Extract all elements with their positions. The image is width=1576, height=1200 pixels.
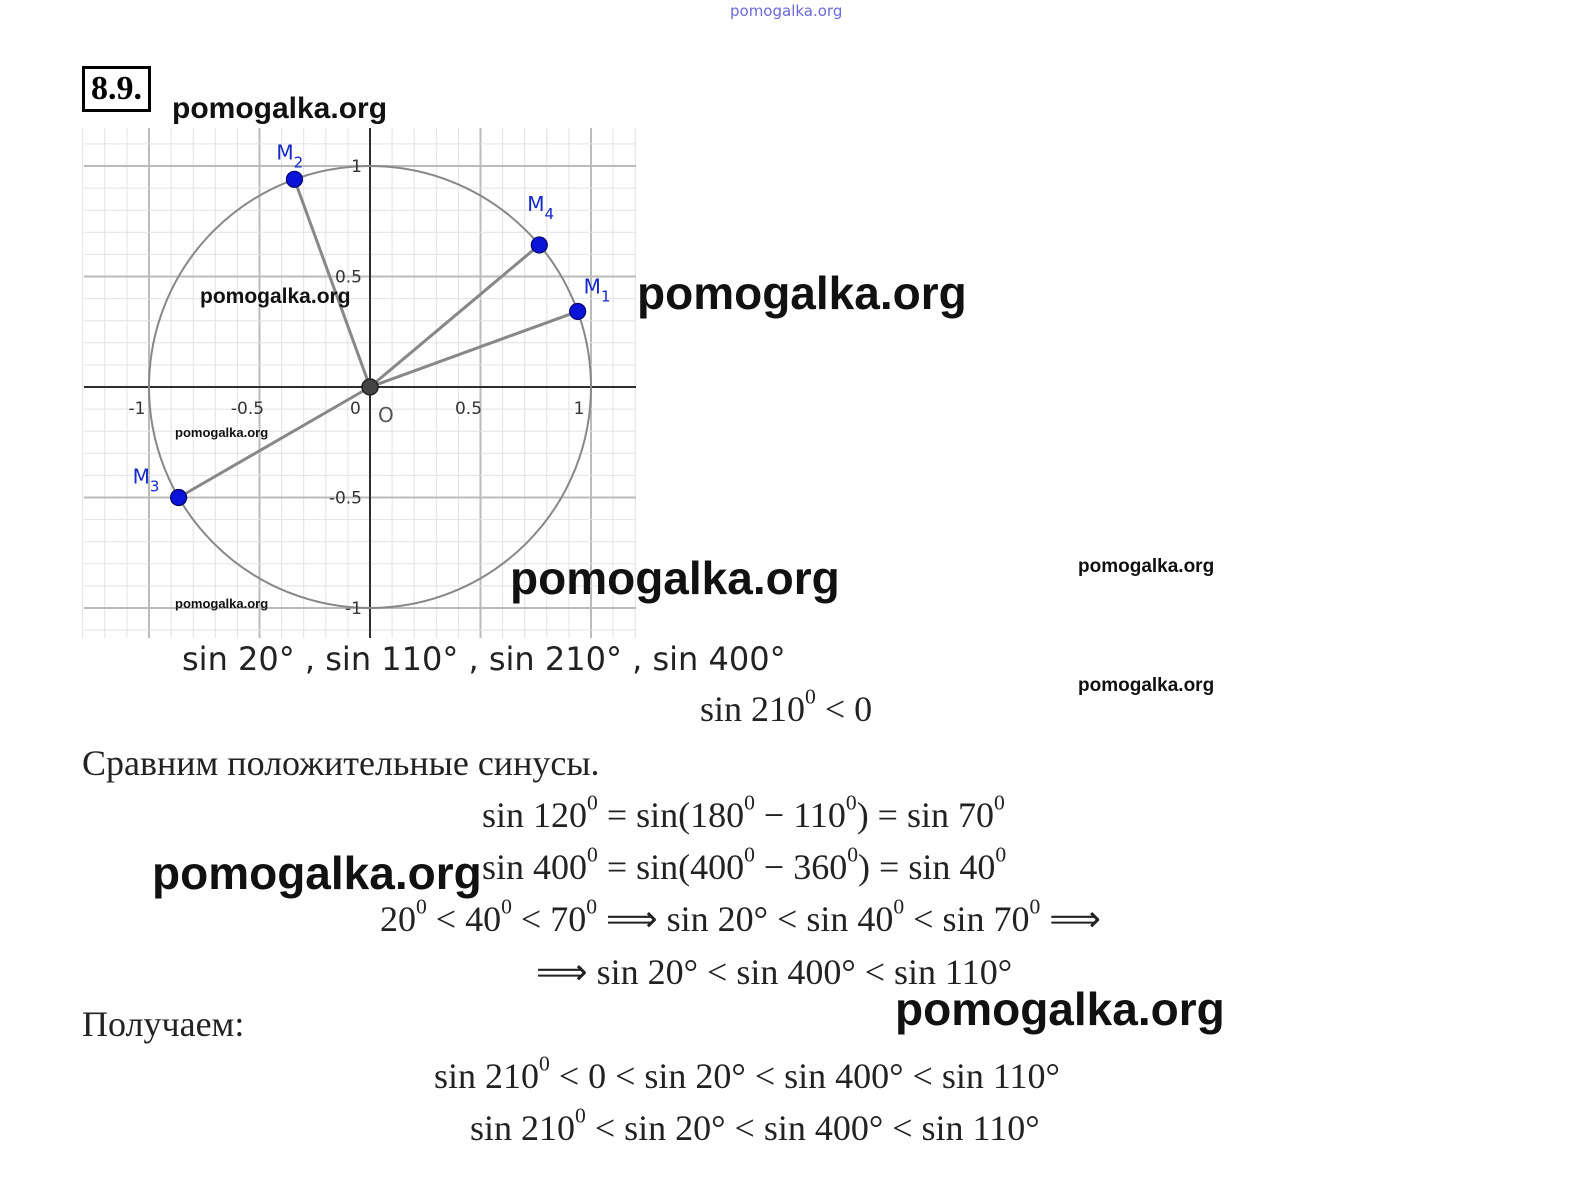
x-tick-label: 1	[573, 399, 585, 419]
radii	[179, 179, 578, 497]
watermark-4: pomogalka.org	[175, 425, 269, 440]
y-tick-label: 1	[351, 157, 362, 177]
points	[133, 140, 611, 505]
watermark-2: pomogalka.org	[200, 285, 351, 308]
watermark-5: pomogalka.org	[175, 596, 269, 611]
watermark-3: pomogalka.org	[637, 267, 967, 319]
top-watermark: pomogalka.org	[730, 2, 843, 20]
negative-sine: $\sin 210^0 < 0$	[700, 684, 873, 729]
point-label-m1: $M_1$	[583, 274, 611, 306]
point-label-m2: $M_2$	[276, 140, 304, 172]
equation-1: $\sin 120^0 = \sin(180^0 - 110^0) = \sin 70^0$	[482, 790, 1005, 835]
point-label-m3: $M_3$	[132, 464, 160, 496]
compare-heading: Сравним положительные синусы.	[82, 743, 600, 783]
x-tick-label: -0.5	[230, 399, 265, 419]
obtain-heading: Получаем:	[82, 1004, 245, 1044]
final-chain-2: $\sin 210^0 < \sin 20^\circ < \sin 400^\circ < \sin 110^\circ$	[470, 1103, 1040, 1148]
x-tick-label: 0	[350, 399, 361, 419]
equation-2: $\sin 400^0 = \sin(400^0 - 360^0) = \sin 40^0$	[482, 842, 1007, 887]
watermark-6: pomogalka.org	[510, 552, 840, 604]
radius-line	[179, 387, 370, 498]
watermark-1: pomogalka.org	[172, 92, 388, 125]
origin-point	[362, 379, 378, 395]
inequality-1: $20^0 < 40^0 < 70^0$ ⟹ $\sin 20^\circ < \sin 40^0 < \sin 70^0$ ⟹	[380, 894, 1101, 939]
watermark-8: pomogalka.org	[1078, 675, 1215, 696]
watermark-10: pomogalka.org	[895, 983, 1225, 1035]
point-m3	[171, 490, 187, 506]
point-label-m4: $M_4$	[527, 191, 555, 223]
x-tick-label: -1	[128, 399, 146, 419]
point-m1	[570, 303, 586, 319]
sine-list: sin 20° , sin 110° , sin 210° , sin 400°	[182, 640, 786, 678]
y-tick-label: 0.5	[334, 267, 362, 288]
origin-label: O	[378, 403, 394, 427]
final-chain-1: $\sin 210^0 < 0 < \sin 20^\circ < \sin 400^\circ < \sin 110^\circ$	[434, 1051, 1060, 1096]
point-m2	[286, 171, 302, 187]
point-m4	[531, 237, 547, 253]
y-tick-label: -0.5	[328, 488, 362, 509]
x-tick-label: 0.5	[454, 399, 483, 419]
inequality-2: ⟹ sin 20° < sin 400° < sin 110°	[536, 952, 1013, 992]
y-tick-label: -1	[345, 599, 362, 619]
radius-line	[370, 245, 539, 387]
watermark-9: pomogalka.org	[152, 847, 482, 899]
watermark-7: pomogalka.org	[1078, 556, 1215, 577]
problem-number: 8.9.	[82, 66, 151, 112]
